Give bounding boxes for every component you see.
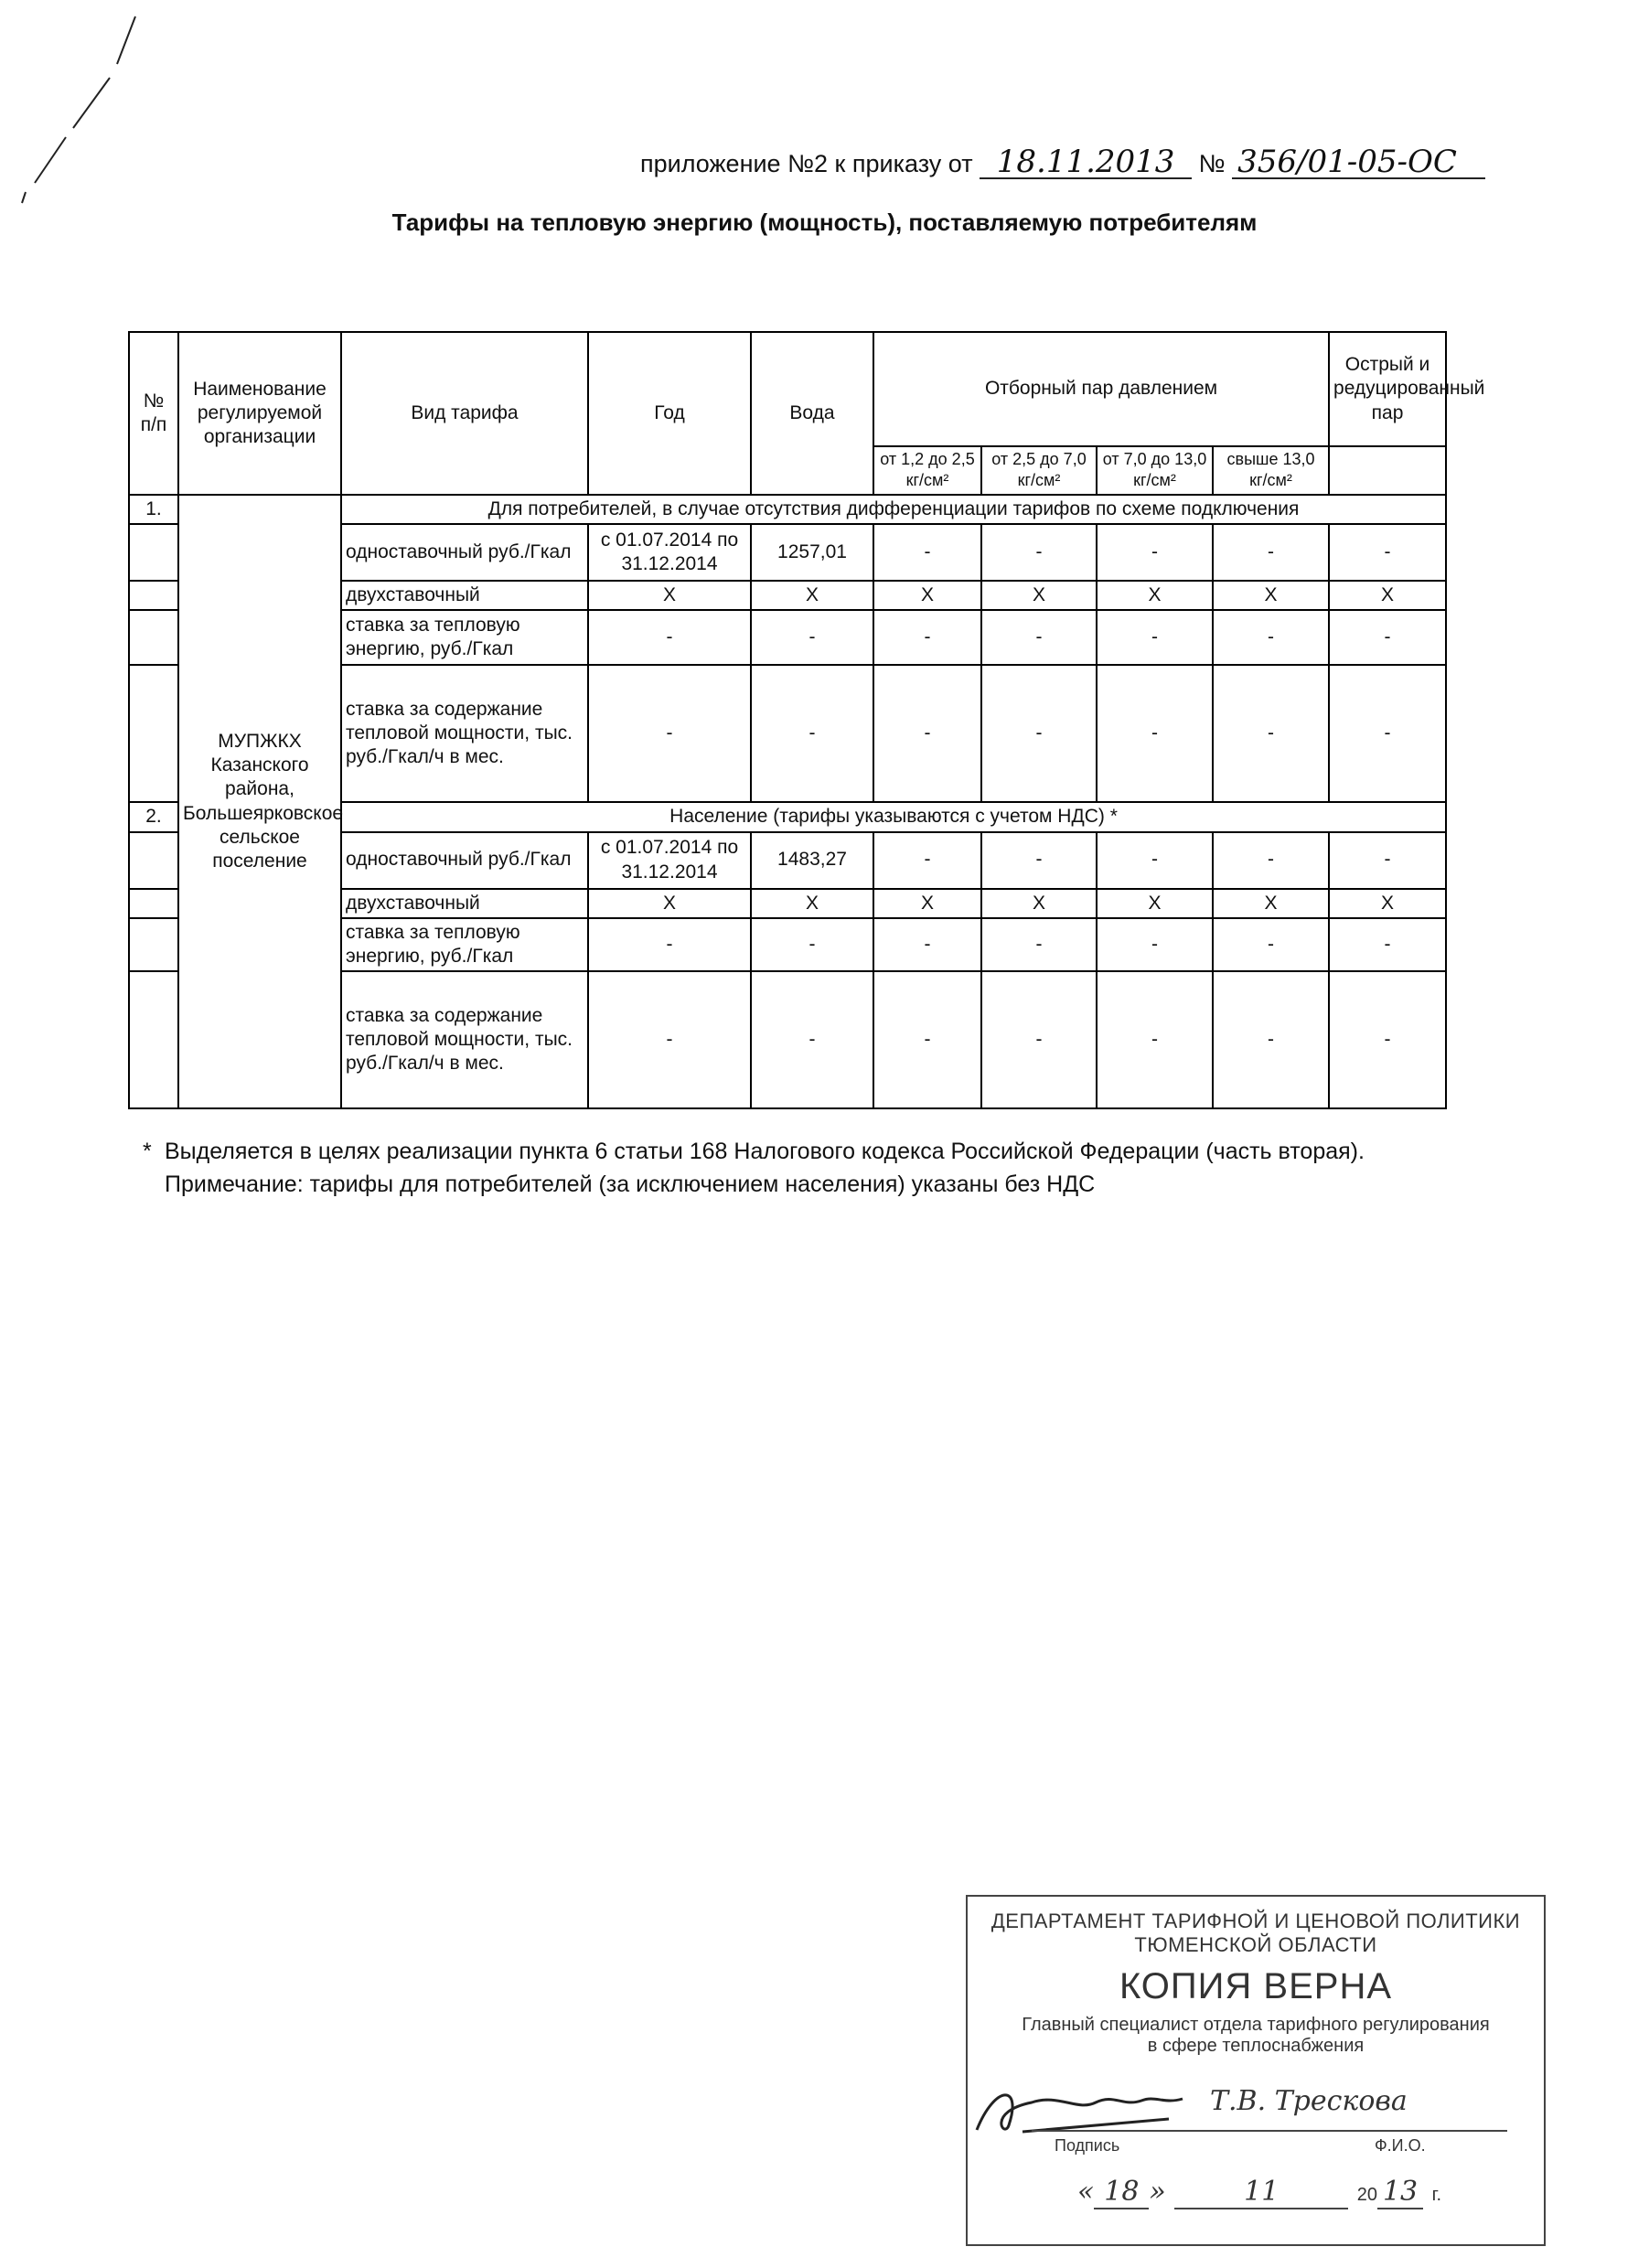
value-cell: - [1329, 832, 1446, 889]
document-title: Тарифы на тепловую энергию (мощность), поставляемую потребителям [391, 209, 1258, 236]
water-cell: - [751, 665, 873, 802]
value-cell: X [981, 581, 1097, 610]
order-number-sign: № [1198, 150, 1226, 177]
header-organization: Наименование регулируемой организации [178, 332, 341, 495]
value-cell: X [1213, 581, 1329, 610]
table-header-row [129, 332, 1446, 446]
stamp-date-month: 11 [1174, 2176, 1348, 2209]
value-cell: - [1097, 665, 1213, 802]
year-cell: - [588, 971, 751, 1108]
tariff-type-cell: ставка за тепловую энергию, руб./Гкал [341, 918, 588, 972]
order-reference-prefix: приложение №2 к приказу от [640, 150, 973, 177]
footnote-line-2: Примечание: тарифы для потребителей (за исключением населения) указаны без НДС [165, 1171, 1096, 1197]
stamp-date-year-prefix: 20 [1356, 2185, 1378, 2205]
value-cell: - [981, 832, 1097, 889]
stamp-date: « 18 » 11 20 13 г. [1077, 2176, 1442, 2208]
value-cell: - [873, 524, 981, 581]
value-cell: X [1329, 889, 1446, 918]
value-cell: - [1329, 971, 1446, 1108]
year-cell: с 01.07.2014 по 31.12.2014 [588, 524, 751, 581]
year-cell: - [588, 665, 751, 802]
value-cell: - [873, 918, 981, 972]
water-cell: - [751, 610, 873, 665]
value-cell: - [1213, 832, 1329, 889]
value-cell: - [1329, 610, 1446, 665]
signature-label: Подпись [1055, 2136, 1120, 2155]
value-cell: - [981, 971, 1097, 1108]
value-cell: - [981, 610, 1097, 665]
value-cell: - [1213, 610, 1329, 665]
value-cell: X [981, 889, 1097, 918]
organization-name: МУПЖКХ Казанского района, Большеярковское сельское поселение [178, 495, 341, 1109]
tariff-type-cell: ставка за содержание тепловой мощности, тыс. руб./Гкал/ч в мес. [341, 665, 588, 802]
value-cell: X [1097, 581, 1213, 610]
stamp-department-line-2: ТЮМЕНСКОЙ ОБЛАСТИ [1134, 1933, 1377, 1956]
value-cell: - [873, 832, 981, 889]
subheader-empty [1329, 446, 1446, 495]
header-tariff-type: Вид тарифа [341, 332, 588, 495]
stamp-position: Главный специалист отдела тарифного регулирования [1022, 2015, 1490, 2035]
value-cell: - [981, 918, 1097, 972]
value-cell: - [1097, 918, 1213, 972]
water-cell: 1257,01 [751, 524, 873, 581]
fio-handwritten: Т.В. Трескова [1210, 2085, 1408, 2117]
water-cell: - [751, 971, 873, 1108]
footnote-mark: * [143, 1139, 152, 1164]
header-num: № п/п [129, 332, 178, 495]
section-row [129, 495, 1446, 524]
value-cell: X [1329, 581, 1446, 610]
order-date-handwritten: 18.11.2013 [980, 146, 1192, 179]
section-number: 1. [129, 495, 178, 524]
subheader-pressure-3: от 7,0 до 13,0 кг/см² [1097, 446, 1213, 495]
value-cell: X [873, 581, 981, 610]
value-cell: - [1213, 918, 1329, 972]
value-cell: - [1213, 971, 1329, 1108]
value-cell: - [1097, 610, 1213, 665]
stamp-date-g: г. [1431, 2185, 1442, 2205]
tariff-type-cell: ставка за содержание тепловой мощности, тыс. руб./Гкал/ч в мес. [341, 971, 588, 1108]
value-cell: - [1213, 665, 1329, 802]
stamp-date-year-suffix: 13 [1377, 2176, 1423, 2209]
header-sharp-steam: Острый и редуцированный пар [1329, 332, 1446, 446]
tariff-table [128, 331, 1485, 1109]
value-cell: - [873, 971, 981, 1108]
order-reference [640, 146, 1482, 179]
value-cell: - [1097, 524, 1213, 581]
value-cell: - [1329, 918, 1446, 972]
handwritten-signature [968, 2075, 1205, 2144]
year-cell: X [588, 889, 751, 918]
value-cell: - [1213, 524, 1329, 581]
stamp-copy-certified: КОПИЯ ВЕРНА [1119, 1966, 1393, 2006]
subheader-pressure-4: свыше 13,0 кг/см² [1213, 446, 1329, 495]
signature-line [1032, 2130, 1507, 2132]
section-number: 2. [129, 802, 178, 831]
value-cell: X [1097, 889, 1213, 918]
tariff-type-cell: одноставочный руб./Гкал [341, 832, 588, 889]
water-cell: X [751, 889, 873, 918]
subheader-pressure-2: от 2,5 до 7,0 кг/см² [981, 446, 1097, 495]
stamp-date-day: 18 [1094, 2176, 1149, 2209]
header-year: Год [588, 332, 751, 495]
value-cell: - [981, 665, 1097, 802]
year-cell: с 01.07.2014 по 31.12.2014 [588, 832, 751, 889]
section-title: Население (тарифы указываются с учетом НДС) * [341, 802, 1446, 831]
year-cell: - [588, 610, 751, 665]
order-number-handwritten: 356/01-05-ОС [1232, 146, 1485, 179]
fio-label: Ф.И.О. [1375, 2136, 1426, 2155]
stamp-position-2: в сфере теплоснабжения [1147, 2036, 1365, 2056]
subheader-pressure-1: от 1,2 до 2,5 кг/см² [873, 446, 981, 495]
value-cell: - [873, 665, 981, 802]
handwritten-corner-mark [9, 9, 146, 210]
tariff-type-cell: одноставочный руб./Гкал [341, 524, 588, 581]
year-cell: - [588, 918, 751, 972]
value-cell: - [1329, 665, 1446, 802]
water-cell: 1483,27 [751, 832, 873, 889]
water-cell: - [751, 918, 873, 972]
value-cell: - [1097, 971, 1213, 1108]
tariff-type-cell: двухставочный [341, 581, 588, 610]
header-steam: Отборный пар давлением [873, 332, 1329, 446]
footnote-line-1: Выделяется в целях реализации пункта 6 статьи 168 Налогового кодекса Российской Федерации (часть вторая). [165, 1139, 1365, 1164]
footnote [143, 1136, 1365, 1201]
tariff-type-cell: двухставочный [341, 889, 588, 918]
tariff-type-cell: ставка за тепловую энергию, руб./Гкал [341, 610, 588, 665]
value-cell: X [1213, 889, 1329, 918]
water-cell: X [751, 581, 873, 610]
value-cell: - [1097, 832, 1213, 889]
header-water: Вода [751, 332, 873, 495]
stamp-department-line-1: ДЕПАРТАМЕНТ ТАРИФНОЙ И ЦЕНОВОЙ ПОЛИТИКИ [990, 1910, 1521, 1932]
value-cell: - [1329, 524, 1446, 581]
value-cell: - [981, 524, 1097, 581]
value-cell: - [873, 610, 981, 665]
value-cell: X [873, 889, 981, 918]
section-title: Для потребителей, в случае отсутствия дифференциации тарифов по схеме подключения [341, 495, 1446, 524]
year-cell: X [588, 581, 751, 610]
certification-stamp [966, 1895, 1546, 2246]
